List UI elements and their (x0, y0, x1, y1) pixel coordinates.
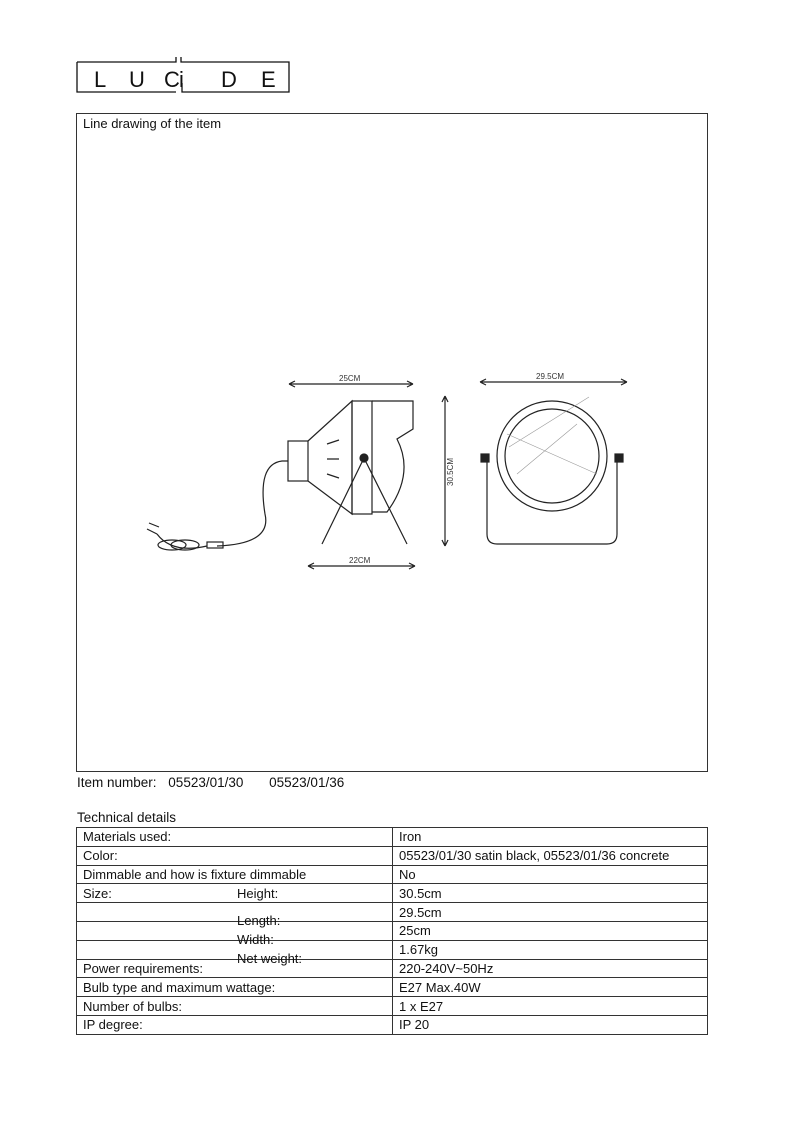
dim-front-width: 29.5CM (536, 372, 565, 381)
table-row (77, 828, 708, 847)
svg-text:C: C (164, 67, 180, 92)
row-value: 25cm (393, 921, 708, 940)
line-drawing-box (76, 113, 708, 772)
lamp-line-drawing (77, 114, 707, 771)
row-value: 1.67kg (393, 940, 708, 959)
table-row (77, 959, 708, 978)
technical-details-title: Technical details (77, 810, 177, 825)
row-value: Iron (393, 828, 708, 847)
table-row (77, 978, 708, 997)
label-text: Bulb type and maximum wattage: (83, 979, 276, 995)
row-label (77, 921, 393, 947)
table-row (77, 1015, 708, 1034)
table-row (77, 997, 708, 1016)
label-text: Power requirements: (83, 960, 203, 976)
row-value: No (393, 865, 708, 884)
row-label (77, 865, 393, 884)
table-row (77, 884, 708, 903)
table-row (77, 846, 708, 865)
dim-side-width: 25CM (339, 374, 361, 383)
row-label (77, 959, 393, 978)
row-label (77, 903, 393, 929)
row-value: IP 20 (393, 1015, 708, 1034)
label-text: Dimmable and how is fixture dimmable (83, 866, 307, 882)
row-value: 30.5cm (393, 884, 708, 903)
svg-text:i: i (179, 67, 184, 92)
dim-height: 30.5CM (446, 457, 455, 486)
label-text: Color: (83, 848, 118, 864)
table-row (77, 865, 708, 884)
item-number (77, 775, 352, 790)
row-value: 05523/01/30 satin black, 05523/01/36 concrete (393, 846, 708, 865)
row-label (77, 997, 393, 1016)
sub-label-text: Length: (237, 913, 281, 929)
technical-details-table (76, 827, 708, 1035)
sub-label-text: Net weight: (237, 950, 303, 966)
item-number-label: Item number: (77, 775, 157, 790)
svg-text:E: E (261, 67, 276, 92)
sub-label-text: Height: (237, 885, 279, 901)
table-row (77, 940, 708, 959)
table-row (77, 921, 708, 940)
item-number-1: 05523/01/30 (168, 775, 244, 790)
drawing-title: Line drawing of the item (83, 116, 222, 131)
label-text: Materials used: (83, 829, 172, 845)
row-value: 1 x E27 (393, 997, 708, 1016)
row-label (77, 940, 393, 966)
item-number-2: 05523/01/36 (269, 775, 345, 790)
svg-text:L: L (94, 67, 107, 92)
sub-label-text: Width: (237, 931, 274, 947)
row-label (77, 978, 393, 997)
dim-side-base: 22CM (349, 556, 371, 565)
label-text: Size: (83, 885, 112, 901)
label-text: Number of bulbs: (83, 998, 182, 1014)
svg-text:U: U (129, 67, 145, 92)
row-label (77, 846, 393, 865)
row-label (77, 1015, 393, 1034)
lucide-logo (76, 56, 292, 94)
row-value: 220-240V~50Hz (393, 959, 708, 978)
row-value: E27 Max.40W (393, 978, 708, 997)
svg-text:D: D (221, 67, 237, 92)
row-value: 29.5cm (393, 903, 708, 922)
table-row (77, 903, 708, 922)
row-label (77, 884, 393, 903)
row-label (77, 828, 393, 847)
label-text: IP degree: (83, 1017, 143, 1033)
